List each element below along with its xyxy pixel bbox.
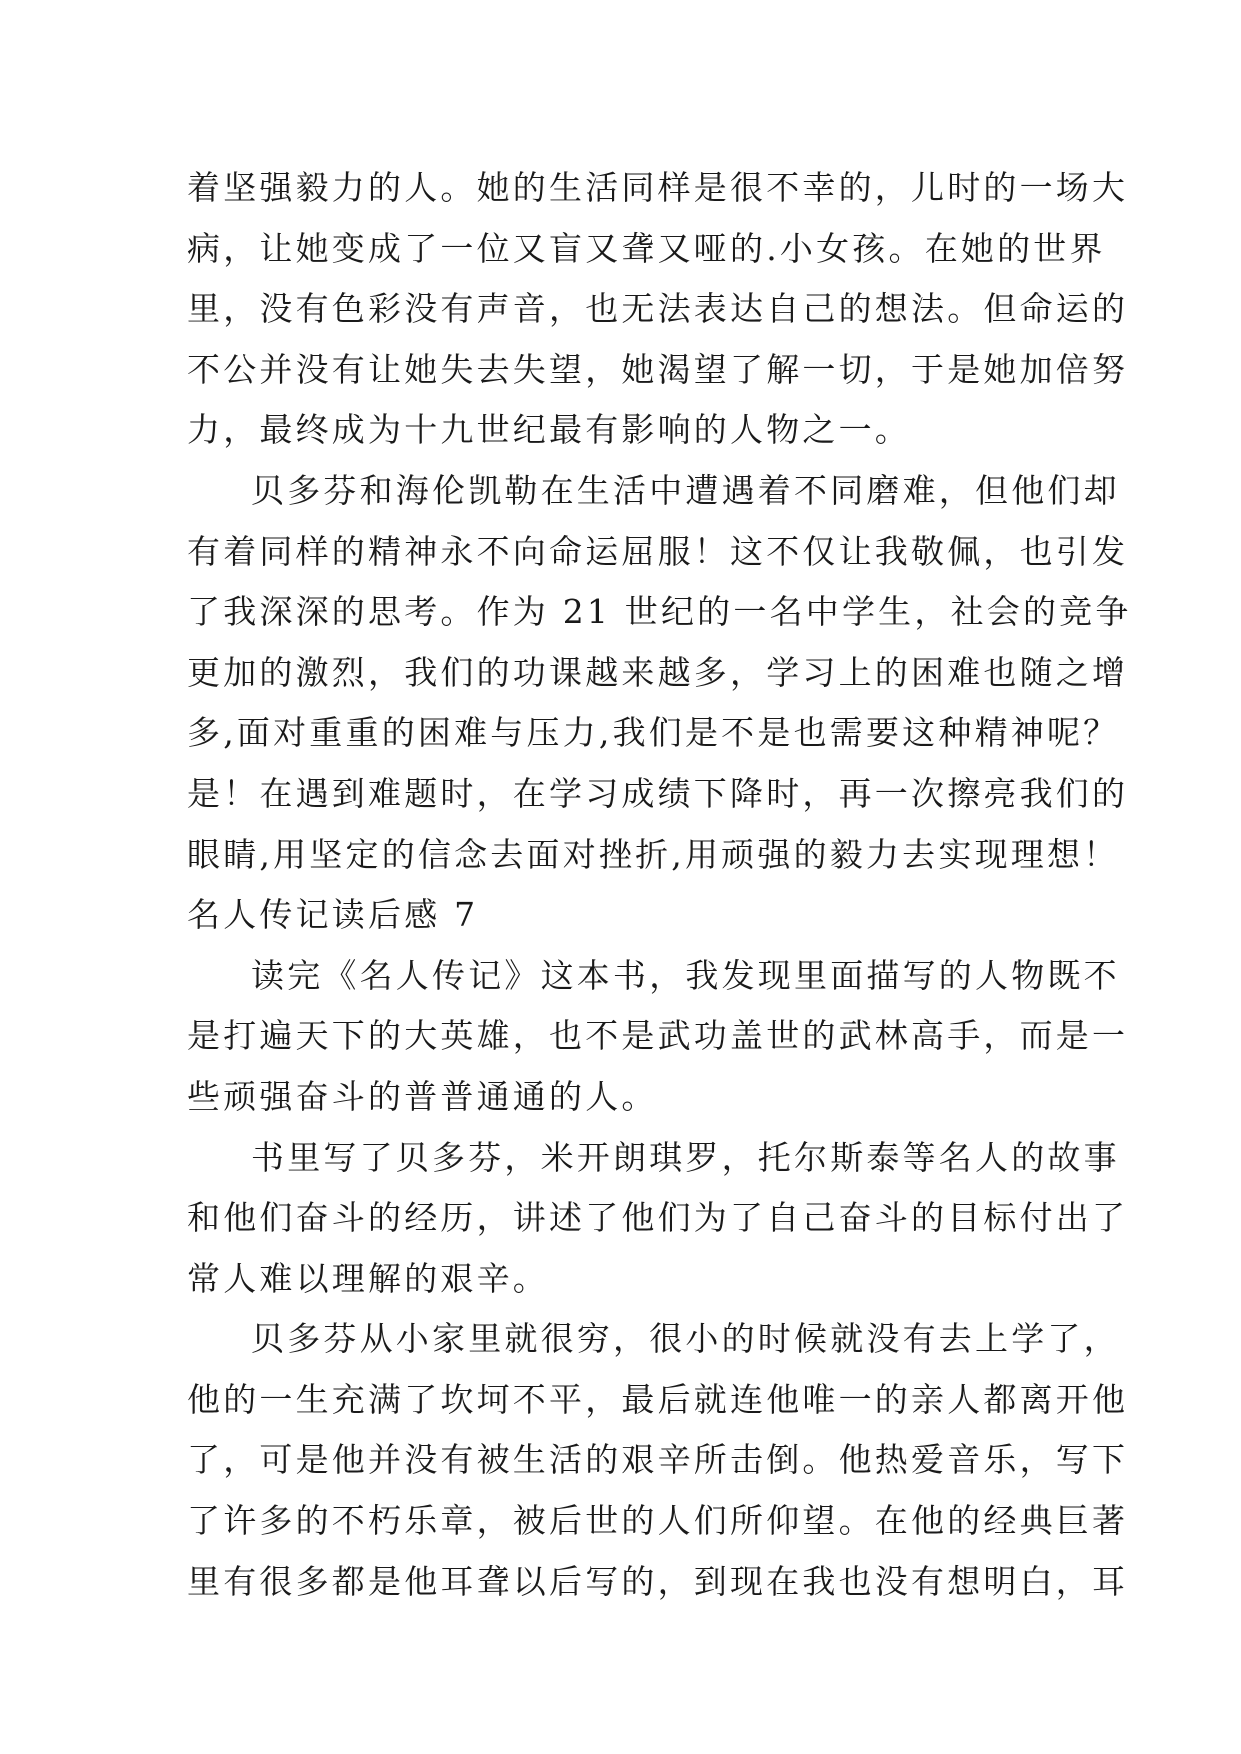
text-line: 更加的激烈，我们的功课越来越多，学习上的困难也随之增 [187,652,1129,692]
text-line: 了，可是他并没有被生活的艰辛所击倒。他热爱音乐，写下 [187,1440,1129,1480]
paragraph-first-line: 贝多芬从小家里就很穷，很小的时候就没有去上学了， [251,1319,1120,1359]
text-line: 名人传记读后感 7 [187,895,479,935]
text-line: 他的一生充满了坎坷不平，最后就连他唯一的亲人都离开他 [187,1379,1129,1419]
text-line: 不公并没有让她失去失望，她渴望了解一切，于是她加倍努 [187,349,1129,389]
text-line: 了我深深的思考。作为 21 世纪的一名中学生，社会的竞争 [187,592,1132,632]
text-line: 里有很多都是他耳聋以后写的，到现在我也没有想明白，耳 [187,1561,1129,1601]
text-line: 病，让她变成了一位又盲又聋又哑的.小女孩。在她的世界 [187,228,1106,268]
paragraph-first-line: 书里写了贝多芬，米开朗琪罗，托尔斯泰等名人的故事 [251,1137,1120,1177]
text-line: 多,面对重重的困难与压力,我们是不是也需要这种精神呢？ [187,713,1120,753]
text-line: 里，没有色彩没有声音，也无法表达自己的想法。但命运的 [187,289,1129,329]
text-line: 些顽强奋斗的普普通通的人。 [187,1076,658,1116]
text-line: 眼睛,用坚定的信念去面对挫折,用顽强的毅力去实现理想！ [187,834,1120,874]
body-text [187,158,1132,1612]
text-line: 着坚强毅力的人。她的生活同样是很不幸的，儿时的一场大 [187,168,1129,207]
paragraph-first-line: 贝多芬和海伦凯勒在生活中遭遇着不同磨难，但他们却 [251,470,1120,510]
text-line: 有着同样的精神永不向命运屈服！这不仅让我敬佩，也引发 [187,531,1129,571]
text-line: 力，最终成为十九世纪最有影响的人物之一。 [187,410,911,450]
text-line: 了许多的不朽乐章，被后世的人们所仰望。在他的经典巨著 [187,1501,1129,1541]
text-line: 是！在遇到难题时，在学习成绩下降时，再一次擦亮我们的 [187,773,1129,813]
text-line: 是打遍天下的大英雄，也不是武功盖世的武林高手，而是一 [187,1016,1129,1056]
text-line: 和他们奋斗的经历，讲述了他们为了自己奋斗的目标付出了 [187,1198,1129,1238]
text-line: 常人难以理解的艰辛。 [187,1258,549,1298]
paragraph-first-line: 读完《名人传记》这本书，我发现里面描写的人物既不 [251,955,1120,995]
